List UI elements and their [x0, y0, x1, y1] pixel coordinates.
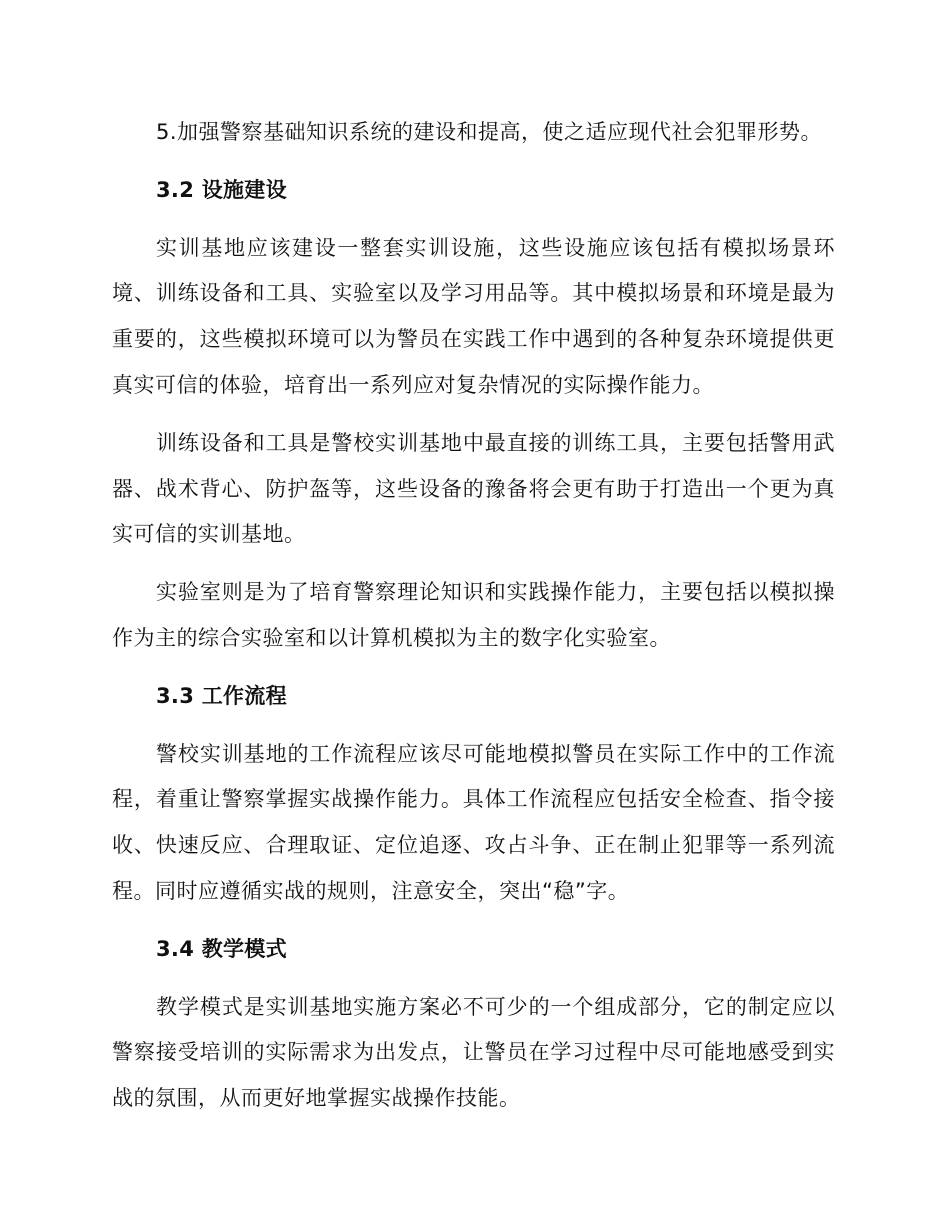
section-heading-3-4: 3.4 教学模式	[156, 936, 287, 961]
paragraph-facilities-overview: 实训基地应该建设一整套实训设施，这些设施应该包括有模拟场景环境、训练设备和工具、实验室以及学习用品等。其中模拟场景和环境是最为重要的，这些模拟环境可以为警员在实践工作中遇到的各种复杂环境提供更真实可信的体验，培育出一系列应对复杂情况的实际操作能力。	[112, 235, 835, 397]
section-heading-3-3: 3.3 工作流程	[156, 683, 287, 708]
paragraph-laboratory: 实验室则是为了培育警察理论知识和实践操作能力，主要包括以模拟操作为主的综合实验室和以计算机模拟为主的数字化实验室。	[112, 580, 835, 650]
section-heading-3-2: 3.2 设施建设	[156, 177, 287, 202]
paragraph-training-equipment: 训练设备和工具是警校实训基地中最直接的训练工具，主要包括警用武器、战术背心、防护盔等，这些设备的豫备将会更有助于打造出一个更为真实可信的实训基地。	[112, 430, 835, 547]
paragraph-item-5: 5.加强警察基础知识系统的建设和提高，使之适应现代社会犯罪形势。	[156, 120, 823, 144]
paragraph-teaching-mode: 教学模式是实训基地实施方案必不可少的一个组成部分，它的制定应以警察接受培训的实际需求为出发点，让警员在学习过程中尽可能地感受到实战的氛围，从而更好地掌握实战操作技能。	[112, 994, 835, 1111]
paragraph-workflow: 警校实训基地的工作流程应该尽可能地模拟警员在实际工作中的工作流程，着重让警察掌握实战操作能力。具体工作流程应包括安全检查、指令接收、快速反应、合理取证、定位追逐、攻占斗争、正在制止犯罪等一系列流程。同时应遵循实战的规则，注意安全，突出“稳”字。	[112, 741, 835, 903]
